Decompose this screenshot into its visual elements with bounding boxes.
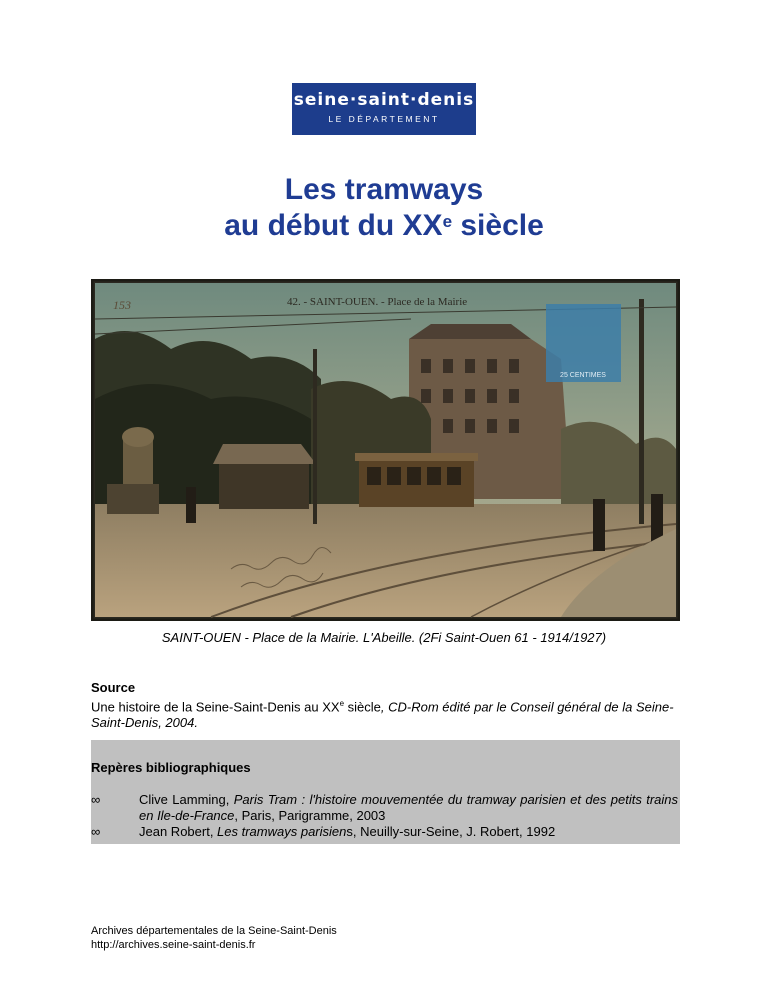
- stamp-text: 25 CENTIMES: [560, 372, 606, 379]
- bullet-icon: ∞: [91, 792, 101, 807]
- postcard-illustration: [91, 279, 680, 621]
- bullet-icon: ∞: [91, 824, 101, 839]
- postcard-title-text: 42. - SAINT-OUEN. - Place de la Mairie: [287, 296, 468, 308]
- source-superscript: e: [339, 699, 345, 708]
- bibliography-title: Les tramways parisien: [217, 824, 347, 839]
- page-title: [0, 172, 768, 244]
- title-line-2: [0, 208, 768, 244]
- title-line-2-post: siècle: [452, 209, 544, 242]
- title-line-2-pre: au début du XX: [224, 209, 443, 242]
- source-text-italic: , CD-Rom édité par le Conseil général de la Seine-Saint-Denis, 2004.: [91, 699, 674, 731]
- bibliography-rest: s, Neuilly-sur-Seine, J. Robert, 1992: [346, 824, 556, 839]
- bibliography-author: Clive Lamming,: [139, 792, 234, 807]
- source-text: [91, 696, 681, 731]
- footer-institution: Archives départementales de la Seine-Saint-Denis: [91, 925, 337, 937]
- bibliography-item: [91, 792, 680, 824]
- postcard-corner-mark: 153: [113, 298, 131, 312]
- bibliography-item: [91, 824, 680, 840]
- bibliography-author: Jean Robert,: [139, 824, 218, 839]
- logo-sub-text: LE DÉPARTEMENT: [328, 114, 440, 124]
- seine-saint-denis-logo: [292, 83, 476, 135]
- source-heading: Source: [91, 680, 136, 695]
- source-text-pre: Une histoire de la Seine-Saint-Denis au XX: [91, 699, 340, 715]
- postcard-photo: [91, 279, 680, 621]
- bibliography-heading: Repères bibliographiques: [91, 760, 251, 775]
- footer-url-link[interactable]: http://archives.seine-saint-denis.fr: [91, 939, 256, 951]
- source-section: [91, 680, 681, 731]
- bibliography-box: [91, 740, 680, 844]
- logo-main-text: seine·saint·denis: [293, 90, 475, 110]
- source-text-mid: siècle: [344, 699, 381, 715]
- photo-caption: SAINT-OUEN - Place de la Mairie. L'Abeille. (2Fi Saint-Ouen 61 - 1914/1927): [161, 630, 607, 645]
- title-superscript: e: [442, 212, 453, 231]
- title-line-1: Les tramways: [284, 173, 484, 206]
- page-footer: [91, 924, 337, 952]
- bibliography-rest: , Paris, Parigramme, 2003: [234, 808, 386, 823]
- bibliography-title: Paris Tram : l'histoire mouvementée du tramway parisien et des petits trains en Ile-de-France: [139, 792, 678, 823]
